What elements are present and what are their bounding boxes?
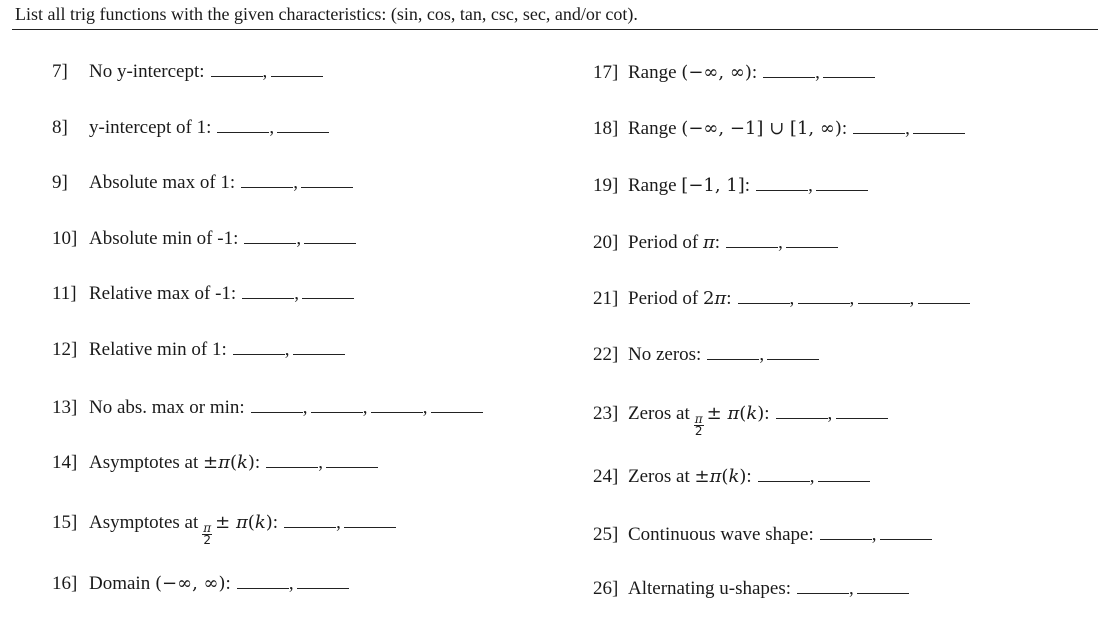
comma-separator: ,: [296, 228, 302, 249]
question-label: Zeros at: [628, 466, 690, 487]
question-label: Absolute max of 1:: [89, 172, 236, 193]
comma-separator: ,: [849, 578, 854, 599]
comma-separator: ,: [808, 175, 813, 196]
answer-blank-1[interactable]: [237, 570, 289, 589]
comma-separator: ,: [815, 62, 820, 83]
comma-separator: ,: [284, 339, 290, 360]
question-number: 14]: [52, 452, 78, 473]
question-number: 22]: [593, 344, 619, 365]
question-item: [52, 394, 483, 419]
question-item: [52, 336, 345, 361]
answer-blank-1[interactable]: [797, 575, 849, 594]
answer-blanks: [726, 229, 838, 254]
answer-blanks: [241, 169, 353, 194]
question-number: 13]: [52, 397, 78, 418]
answer-blank-1[interactable]: [217, 114, 269, 133]
answer-blank-1[interactable]: [776, 400, 828, 419]
answer-blank-1[interactable]: [707, 341, 759, 360]
question-item: [593, 285, 970, 310]
question-item: [593, 172, 868, 197]
math-expression: π: [702, 232, 715, 253]
answer-blank-1[interactable]: [758, 463, 810, 482]
question-label: Alternating u-shapes:: [628, 578, 792, 599]
answer-blank-2[interactable]: [857, 575, 909, 594]
answer-blank-1[interactable]: [251, 394, 303, 413]
answer-blanks: [758, 463, 870, 488]
answer-blank-1[interactable]: [242, 280, 294, 299]
question-label: y-intercept of 1:: [89, 117, 212, 138]
comma-separator: ,: [759, 344, 765, 365]
question-number: 11]: [52, 283, 77, 304]
question-label: Period of: [628, 288, 699, 309]
question-item: [593, 115, 965, 140]
question-number: 17]: [593, 62, 619, 83]
answer-blank-1[interactable]: [284, 509, 336, 528]
question-item: [593, 463, 870, 488]
title-underline: [12, 29, 1098, 30]
comma-separator: ,: [778, 232, 783, 253]
answer-blank-2[interactable]: [271, 58, 323, 77]
answer-blank-1[interactable]: [820, 521, 872, 540]
answer-blank-2[interactable]: [798, 285, 850, 304]
answer-blanks: [242, 280, 354, 305]
comma-separator: ,: [809, 466, 815, 487]
comma-separator: ,: [294, 283, 299, 304]
math-expression: 2π: [702, 288, 727, 309]
question-item: [52, 449, 378, 474]
answer-blanks: [707, 341, 819, 366]
question-label: Continuous wave shape:: [628, 524, 814, 545]
question-item: [52, 225, 356, 250]
answer-blank-2[interactable]: [304, 225, 356, 244]
question-label: Absolute min of -1:: [89, 228, 239, 249]
fraction-numerator: π: [203, 521, 212, 535]
math-expression: ± π(k): [706, 403, 765, 424]
comma-separator: ,: [302, 397, 308, 418]
fraction-pi-over-2: [202, 523, 212, 546]
comma-separator: ,: [262, 61, 268, 82]
question-number: 25]: [593, 524, 619, 545]
answer-blanks: [284, 509, 396, 534]
answer-blank-1[interactable]: [233, 336, 285, 355]
colon: :: [225, 573, 231, 594]
comma-separator: ,: [871, 524, 877, 545]
question-number: 8]: [52, 117, 68, 138]
question-number: 20]: [593, 232, 619, 253]
question-label: Zeros at: [628, 403, 690, 424]
fraction-denominator: 2: [203, 533, 212, 547]
worksheet-title: List all trig functions with the given characteristics: (sin, cos, tan, csc, sec, and/or cot).: [15, 4, 638, 24]
question-label: No abs. max or min:: [89, 397, 245, 418]
comma-separator: ,: [318, 452, 323, 473]
question-number: 19]: [593, 175, 619, 196]
answer-blank-2[interactable]: [913, 115, 965, 134]
comma-separator: ,: [789, 288, 795, 309]
math-expression: (−∞, ∞): [154, 573, 226, 594]
comma-separator: ,: [422, 397, 428, 418]
comma-separator: ,: [293, 172, 298, 193]
question-label: Domain: [89, 573, 151, 594]
colon: :: [746, 466, 752, 487]
question-number: 7]: [52, 61, 68, 82]
answer-blank-1[interactable]: [738, 285, 790, 304]
answer-blanks: [237, 570, 349, 595]
answer-blanks: [233, 336, 345, 361]
answer-blank-1[interactable]: [763, 59, 815, 78]
question-number: 12]: [52, 339, 78, 360]
question-label: Relative max of -1:: [89, 283, 237, 304]
comma-separator: ,: [905, 118, 910, 139]
math-expression: ±π(k): [203, 452, 255, 473]
answer-blank-2[interactable]: [818, 463, 870, 482]
answer-blanks: [738, 285, 970, 310]
colon: :: [841, 118, 848, 139]
question-item: [52, 58, 323, 83]
math-expression: [−1, 1]: [681, 175, 745, 196]
comma-separator: ,: [288, 573, 294, 594]
answer-blank-2[interactable]: [326, 449, 378, 468]
colon: :: [714, 232, 721, 253]
answer-blanks: [853, 115, 965, 140]
colon: :: [764, 403, 770, 424]
answer-blank-3[interactable]: [371, 394, 423, 413]
colon: :: [254, 452, 261, 473]
comma-separator: ,: [362, 397, 368, 418]
colon: :: [751, 62, 758, 83]
answer-blanks: [763, 59, 875, 84]
question-label: Range: [628, 175, 677, 196]
math-expression: ±π(k): [694, 466, 747, 487]
question-label: Asymptotes at: [89, 512, 199, 533]
answer-blank-2[interactable]: [836, 400, 888, 419]
question-item: [593, 521, 932, 546]
answer-blank-2[interactable]: [823, 59, 875, 78]
question-item: [593, 575, 909, 600]
fraction-pi-over-2: [694, 414, 704, 437]
question-label: No y-intercept:: [89, 61, 205, 82]
answer-blank-2[interactable]: [297, 570, 349, 589]
question-number: 16]: [52, 573, 78, 594]
question-number: 26]: [593, 578, 619, 599]
answer-blanks: [266, 449, 378, 474]
answer-blanks: [211, 58, 323, 83]
question-number: 18]: [593, 118, 619, 139]
question-number: 21]: [593, 288, 619, 309]
question-label: Range: [628, 62, 677, 83]
question-item: [52, 570, 349, 595]
question-label: Relative min of 1:: [89, 339, 227, 360]
question-number: 15]: [52, 512, 78, 533]
answer-blank-1[interactable]: [211, 58, 263, 77]
answer-blank-1[interactable]: [241, 169, 293, 188]
math-expression: (−∞, −1] ∪ [1, ∞): [681, 118, 842, 139]
fraction-denominator: 2: [694, 424, 703, 438]
question-item: [52, 114, 329, 139]
colon: :: [744, 175, 751, 196]
comma-separator: ,: [849, 288, 855, 309]
answer-blank-2[interactable]: [301, 169, 353, 188]
question-item: [593, 400, 888, 438]
answer-blank-4[interactable]: [431, 394, 483, 413]
question-item: [52, 169, 353, 194]
question-label: Range: [628, 118, 677, 139]
answer-blank-1[interactable]: [726, 229, 778, 248]
answer-blank-1[interactable]: [244, 225, 296, 244]
answer-blank-1[interactable]: [756, 172, 808, 191]
answer-blank-2[interactable]: [344, 509, 396, 528]
answer-blanks: [217, 114, 329, 139]
answer-blanks: [251, 394, 483, 419]
colon: :: [726, 288, 732, 309]
question-label: Period of: [628, 232, 699, 253]
answer-blank-2[interactable]: [880, 521, 932, 540]
question-label: No zeros:: [628, 344, 702, 365]
comma-separator: ,: [827, 403, 833, 424]
question-number: 10]: [52, 228, 78, 249]
question-label: Asymptotes at: [89, 452, 199, 473]
question-item: [593, 341, 819, 366]
answer-blank-3[interactable]: [858, 285, 910, 304]
answer-blank-1[interactable]: [266, 449, 318, 468]
answer-blank-2[interactable]: [302, 280, 354, 299]
answer-blank-2[interactable]: [816, 172, 868, 191]
answer-blanks: [776, 400, 888, 425]
answer-blanks: [797, 575, 909, 600]
answer-blank-2[interactable]: [293, 336, 345, 355]
answer-blank-2[interactable]: [767, 341, 819, 360]
question-item: [52, 509, 396, 547]
comma-separator: ,: [909, 288, 915, 309]
question-item: [593, 59, 875, 84]
question-number: 24]: [593, 466, 619, 487]
answer-blank-4[interactable]: [918, 285, 970, 304]
answer-blanks: [756, 172, 868, 197]
math-expression: ± π(k): [215, 512, 273, 533]
math-expression: (−∞, ∞): [681, 62, 752, 83]
answer-blank-1[interactable]: [853, 115, 905, 134]
answer-blanks: [820, 521, 932, 546]
fraction-numerator: π: [694, 412, 703, 426]
answer-blank-2[interactable]: [786, 229, 838, 248]
comma-separator: ,: [269, 117, 275, 138]
answer-blanks: [244, 225, 356, 250]
question-item: [52, 280, 354, 305]
question-item: [593, 229, 838, 254]
answer-blank-2[interactable]: [277, 114, 329, 133]
question-number: 9]: [52, 172, 68, 193]
comma-separator: ,: [336, 512, 341, 533]
question-number: 23]: [593, 403, 619, 424]
answer-blank-2[interactable]: [311, 394, 363, 413]
colon: :: [272, 512, 279, 533]
